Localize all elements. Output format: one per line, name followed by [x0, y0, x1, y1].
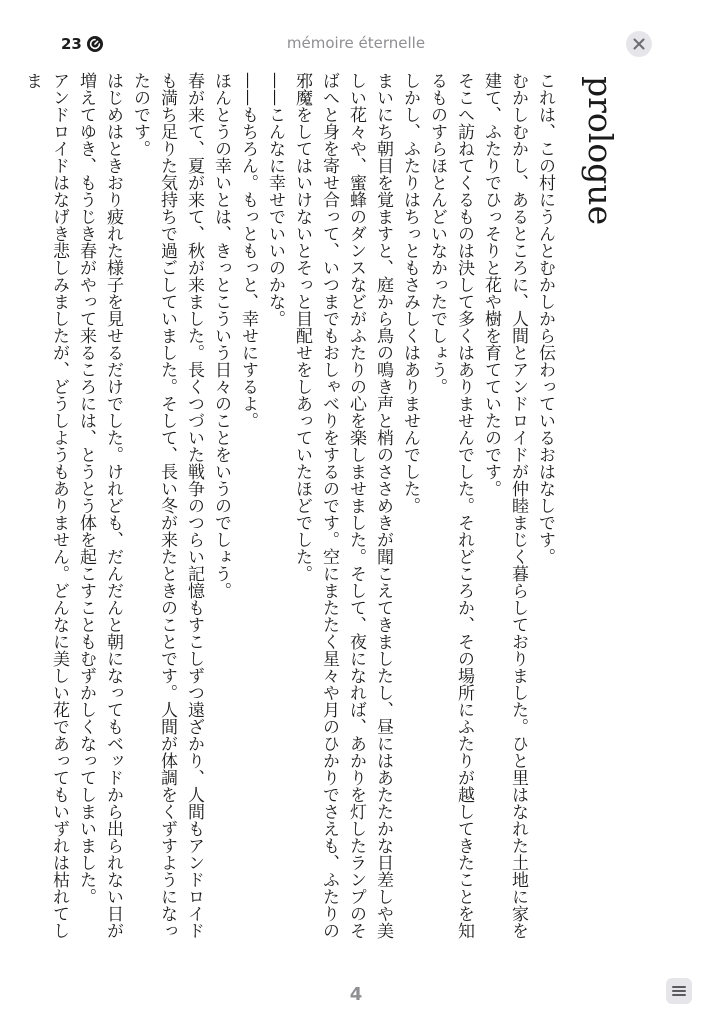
paragraph: しかし、ふたりはちっともさみしくはありませんでした。 [400, 72, 420, 514]
close-button[interactable] [626, 31, 652, 57]
book-title: mémoire éternelle [286, 34, 426, 52]
paragraph: これは、この村にうんとむかしから伝わっているおはなしです。 [535, 72, 555, 565]
close-icon [633, 35, 645, 54]
paragraph: 春が来て、夏が来て、秋が来ました。長くつづいた戦争のつらい記憶もすこしずつ遠ざかり、人間もアンドロイドも満ち足りた気持ちで過ごしていました。そして、長い冬が来たときのことです。人間が体調をくずすようになったのです。 [130, 72, 204, 939]
page-number: 4 [349, 984, 363, 1005]
reader-top-bar [0, 0, 712, 80]
paragraph: むかしむかし、あるところに、人間とアンドロイドが仲睦まじく暮らしておりました。ひと里はなれた土地に家を建て、ふたりでひっそりと花や樹を育てていたのです。 [481, 72, 528, 939]
menu-button[interactable] [666, 978, 692, 1004]
time-remaining-value: 23 [61, 35, 82, 53]
menu-icon [672, 982, 686, 1001]
reading-page[interactable] [22, 72, 620, 952]
paragraph: ——もちろん。もっともっと、幸せにするよ。 [238, 72, 258, 429]
paragraph: ほんとうの幸いとは、きっとこういう日々のことをいうのでしょう。 [211, 72, 231, 599]
paragraph: はじめはときおり疲れた様子を見せるだけでした。けれども、だんだんと朝になってもベッドから出られない日が増えてゆき、もうじき春がやって来るころには、とうとう体を起こすこともむずかしくなってしまいました。 [76, 72, 123, 939]
paragraph: まいにち朝目を覚ますと、庭から鳥の鳴き声と梢のささめきが聞こえてきましたし、昼にはあたたかな日差しや美しい花々や、蜜蜂のダンスなどがふたりの心を楽しませました。そして、夜になれば、あかりを灯したランプのそばへと身を寄せ合って、いつまでもおしゃべりをするのです。空にまたたく星々や月のひかりでさえも、ふたりの邪魔をしてはいけないとそっと目配せをしあっていたほどでした。 [292, 72, 393, 939]
paragraph: アンドロイドはなげき悲しみましたが、どうしようもありません。どんなに美しい花であってもいずれは枯れてしま [22, 72, 69, 939]
paragraph: ——こんなに幸せでいいのかな。 [265, 72, 285, 327]
paragraph: そこへ訪ねてくるものは決して多くはありませんでした。それどころか、その場所にふたりが越してきたことを知るものすらほとんどいなかったでしょう。 [427, 72, 474, 939]
chapter-heading: prologue [581, 76, 620, 226]
